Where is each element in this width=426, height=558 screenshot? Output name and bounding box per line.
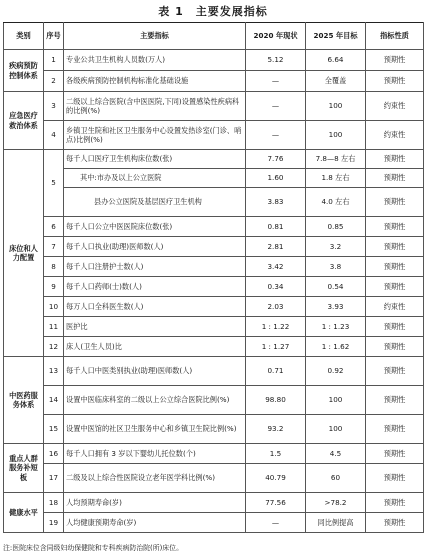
category-cell: 重点人群服务补短板 — [4, 444, 44, 493]
table-row — [4, 121, 424, 150]
value-2020: — — [246, 71, 306, 92]
nature-cell: 预期性 — [366, 50, 424, 71]
nature-cell: 预期性 — [366, 257, 424, 277]
nature-cell: 预期性 — [366, 277, 424, 297]
value-2025: 同比例提高 — [306, 513, 366, 533]
table-row — [4, 386, 424, 415]
nature-cell: 预期性 — [366, 464, 424, 493]
nature-cell: 预期性 — [366, 169, 424, 188]
indicator-cell: 床人(卫生人员)比 — [64, 337, 246, 357]
table-title: 表 1 主要发展指标 — [158, 5, 268, 18]
nature-cell: 预期性 — [366, 444, 424, 464]
row-number: 5 — [44, 150, 64, 217]
value-2025: 0.54 — [306, 277, 366, 297]
table-row — [4, 493, 424, 513]
value-2020: 1 : 1.27 — [246, 337, 306, 357]
value-2020: 3.42 — [246, 257, 306, 277]
indicator-cell: 每千人口医疗卫生机构床位数(张) — [64, 150, 246, 169]
row-number: 7 — [44, 237, 64, 257]
indicator-cell: 各级疾病预防控制机构标准化基础设施 — [64, 71, 246, 92]
header-2025: 2025 年目标 — [306, 23, 366, 50]
indicator-cell: 人均预期寿命(岁) — [64, 493, 246, 513]
value-2025: 7.8—8 左右 — [306, 150, 366, 169]
value-2025: 100 — [306, 386, 366, 415]
nature-cell: 预期性 — [366, 317, 424, 337]
value-2020: — — [246, 121, 306, 150]
indicator-cell: 设置中医馆的社区卫生服务中心和乡镇卫生院比例(%) — [64, 415, 246, 444]
indicator-cell: 每千人口执业(助理)医师数(人) — [64, 237, 246, 257]
value-2020: 93.2 — [246, 415, 306, 444]
nature-cell: 约束性 — [366, 297, 424, 317]
indicator-cell: 专业公共卫生机构人员数(万人) — [64, 50, 246, 71]
row-number: 18 — [44, 493, 64, 513]
value-2025: 6.64 — [306, 50, 366, 71]
value-2025: 3.93 — [306, 297, 366, 317]
row-number: 6 — [44, 217, 64, 237]
table-row — [4, 415, 424, 444]
header-2020: 2020 年现状 — [246, 23, 306, 50]
value-2020: 3.83 — [246, 188, 306, 217]
value-2025: 全覆盖 — [306, 71, 366, 92]
row-number: 9 — [44, 277, 64, 297]
row-number: 11 — [44, 317, 64, 337]
row-number: 17 — [44, 464, 64, 493]
row-number: 15 — [44, 415, 64, 444]
table-row — [4, 257, 424, 277]
indicator-cell: 县办公立医院及基层医疗卫生机构 — [64, 188, 246, 217]
nature-cell: 预期性 — [366, 337, 424, 357]
indicator-cell: 二级以上综合医院(含中医医院,下同)设置感染性疾病科的比例(%) — [64, 92, 246, 121]
value-2020: 0.71 — [246, 357, 306, 386]
nature-cell: 预期性 — [366, 150, 424, 169]
row-number: 8 — [44, 257, 64, 277]
indicator-cell: 人均健康预期寿命(岁) — [64, 513, 246, 533]
value-2025: 3.8 — [306, 257, 366, 277]
row-number: 1 — [44, 50, 64, 71]
row-number: 3 — [44, 92, 64, 121]
value-2025: 4.5 — [306, 444, 366, 464]
value-2025: 1 : 1.62 — [306, 337, 366, 357]
value-2025: 1 : 1.23 — [306, 317, 366, 337]
table-row — [4, 297, 424, 317]
category-cell: 疾病预防控制体系 — [4, 50, 44, 92]
value-2025: 100 — [306, 121, 366, 150]
indicator-cell: 二级及以上综合性医院设立老年医学科比例(%) — [64, 464, 246, 493]
header-category: 类别 — [4, 23, 44, 50]
nature-cell: 预期性 — [366, 513, 424, 533]
row-number: 13 — [44, 357, 64, 386]
row-number: 19 — [44, 513, 64, 533]
nature-cell: 预期性 — [366, 71, 424, 92]
row-number: 14 — [44, 386, 64, 415]
value-2020: 5.12 — [246, 50, 306, 71]
category-cell: 中医药服务体系 — [4, 357, 44, 444]
value-2020: 77.56 — [246, 493, 306, 513]
indicator-cell: 每千人口公立中医医院床位数(张) — [64, 217, 246, 237]
value-2025: 60 — [306, 464, 366, 493]
value-2020: 1.5 — [246, 444, 306, 464]
category-cell: 应急医疗救治体系 — [4, 92, 44, 150]
table-row — [4, 357, 424, 386]
table-row — [4, 464, 424, 493]
value-2025: 0.92 — [306, 357, 366, 386]
nature-cell: 预期性 — [366, 237, 424, 257]
table-row — [4, 237, 424, 257]
nature-cell: 约束性 — [366, 121, 424, 150]
table-row — [4, 317, 424, 337]
category-cell: 床位和人力配置 — [4, 150, 44, 357]
nature-cell: 预期性 — [366, 217, 424, 237]
table-row — [4, 169, 424, 188]
value-2020: 7.76 — [246, 150, 306, 169]
value-2025: 100 — [306, 92, 366, 121]
value-2020: 0.81 — [246, 217, 306, 237]
indicator-cell: 其中:市办及以上公立医院 — [64, 169, 246, 188]
value-2025: 3.2 — [306, 237, 366, 257]
indicator-cell: 设置中医临床科室的二级以上公立综合医院比例(%) — [64, 386, 246, 415]
nature-cell: 预期性 — [366, 493, 424, 513]
table-footnote: 注:医院床位含同级妇幼保健院和专科疾病防治院(所)床位。 — [3, 544, 183, 552]
value-2020: 1.60 — [246, 169, 306, 188]
category-cell: 健康水平 — [4, 493, 44, 533]
value-2020: 98.80 — [246, 386, 306, 415]
value-2025: >78.2 — [306, 493, 366, 513]
nature-cell: 预期性 — [366, 386, 424, 415]
header-nature: 指标性质 — [366, 23, 424, 50]
row-number: 12 — [44, 337, 64, 357]
table-row — [4, 150, 424, 169]
value-2020: 0.34 — [246, 277, 306, 297]
header-no: 序号 — [44, 23, 64, 50]
row-number: 4 — [44, 121, 64, 150]
table-row — [4, 92, 424, 121]
table-row — [4, 188, 424, 217]
value-2020: 2.81 — [246, 237, 306, 257]
value-2025: 4.0 左右 — [306, 188, 366, 217]
indicator-cell: 乡镇卫生院和社区卫生服务中心设置发热诊室(门诊、哨点)比例(%) — [64, 121, 246, 150]
header-row — [4, 23, 424, 50]
nature-cell: 预期性 — [366, 415, 424, 444]
value-2020: 1 : 1.22 — [246, 317, 306, 337]
indicator-cell: 每千人口中医类别执业(助理)医师数(人) — [64, 357, 246, 386]
nature-cell: 预期性 — [366, 357, 424, 386]
value-2025: 1.8 左右 — [306, 169, 366, 188]
indicator-cell: 每万人口全科医生数(人) — [64, 297, 246, 317]
value-2025: 0.85 — [306, 217, 366, 237]
value-2025: 100 — [306, 415, 366, 444]
row-number: 10 — [44, 297, 64, 317]
header-indicator: 主要指标 — [64, 23, 246, 50]
table-row — [4, 337, 424, 357]
value-2020: — — [246, 513, 306, 533]
indicator-cell: 每千人口注册护士数(人) — [64, 257, 246, 277]
value-2020: 2.03 — [246, 297, 306, 317]
table-row — [4, 71, 424, 92]
indicator-cell: 每千人口药师(士)数(人) — [64, 277, 246, 297]
table-row — [4, 513, 424, 533]
table-row — [4, 50, 424, 71]
nature-cell: 预期性 — [366, 188, 424, 217]
table-row — [4, 444, 424, 464]
nature-cell: 约束性 — [366, 92, 424, 121]
indicator-cell: 医护比 — [64, 317, 246, 337]
row-number: 2 — [44, 71, 64, 92]
indicators-table — [3, 22, 424, 533]
indicator-cell: 每千人口拥有 3 岁以下婴幼儿托位数(个) — [64, 444, 246, 464]
value-2020: — — [246, 92, 306, 121]
value-2020: 40.79 — [246, 464, 306, 493]
table-row — [4, 217, 424, 237]
table-row — [4, 277, 424, 297]
row-number: 16 — [44, 444, 64, 464]
